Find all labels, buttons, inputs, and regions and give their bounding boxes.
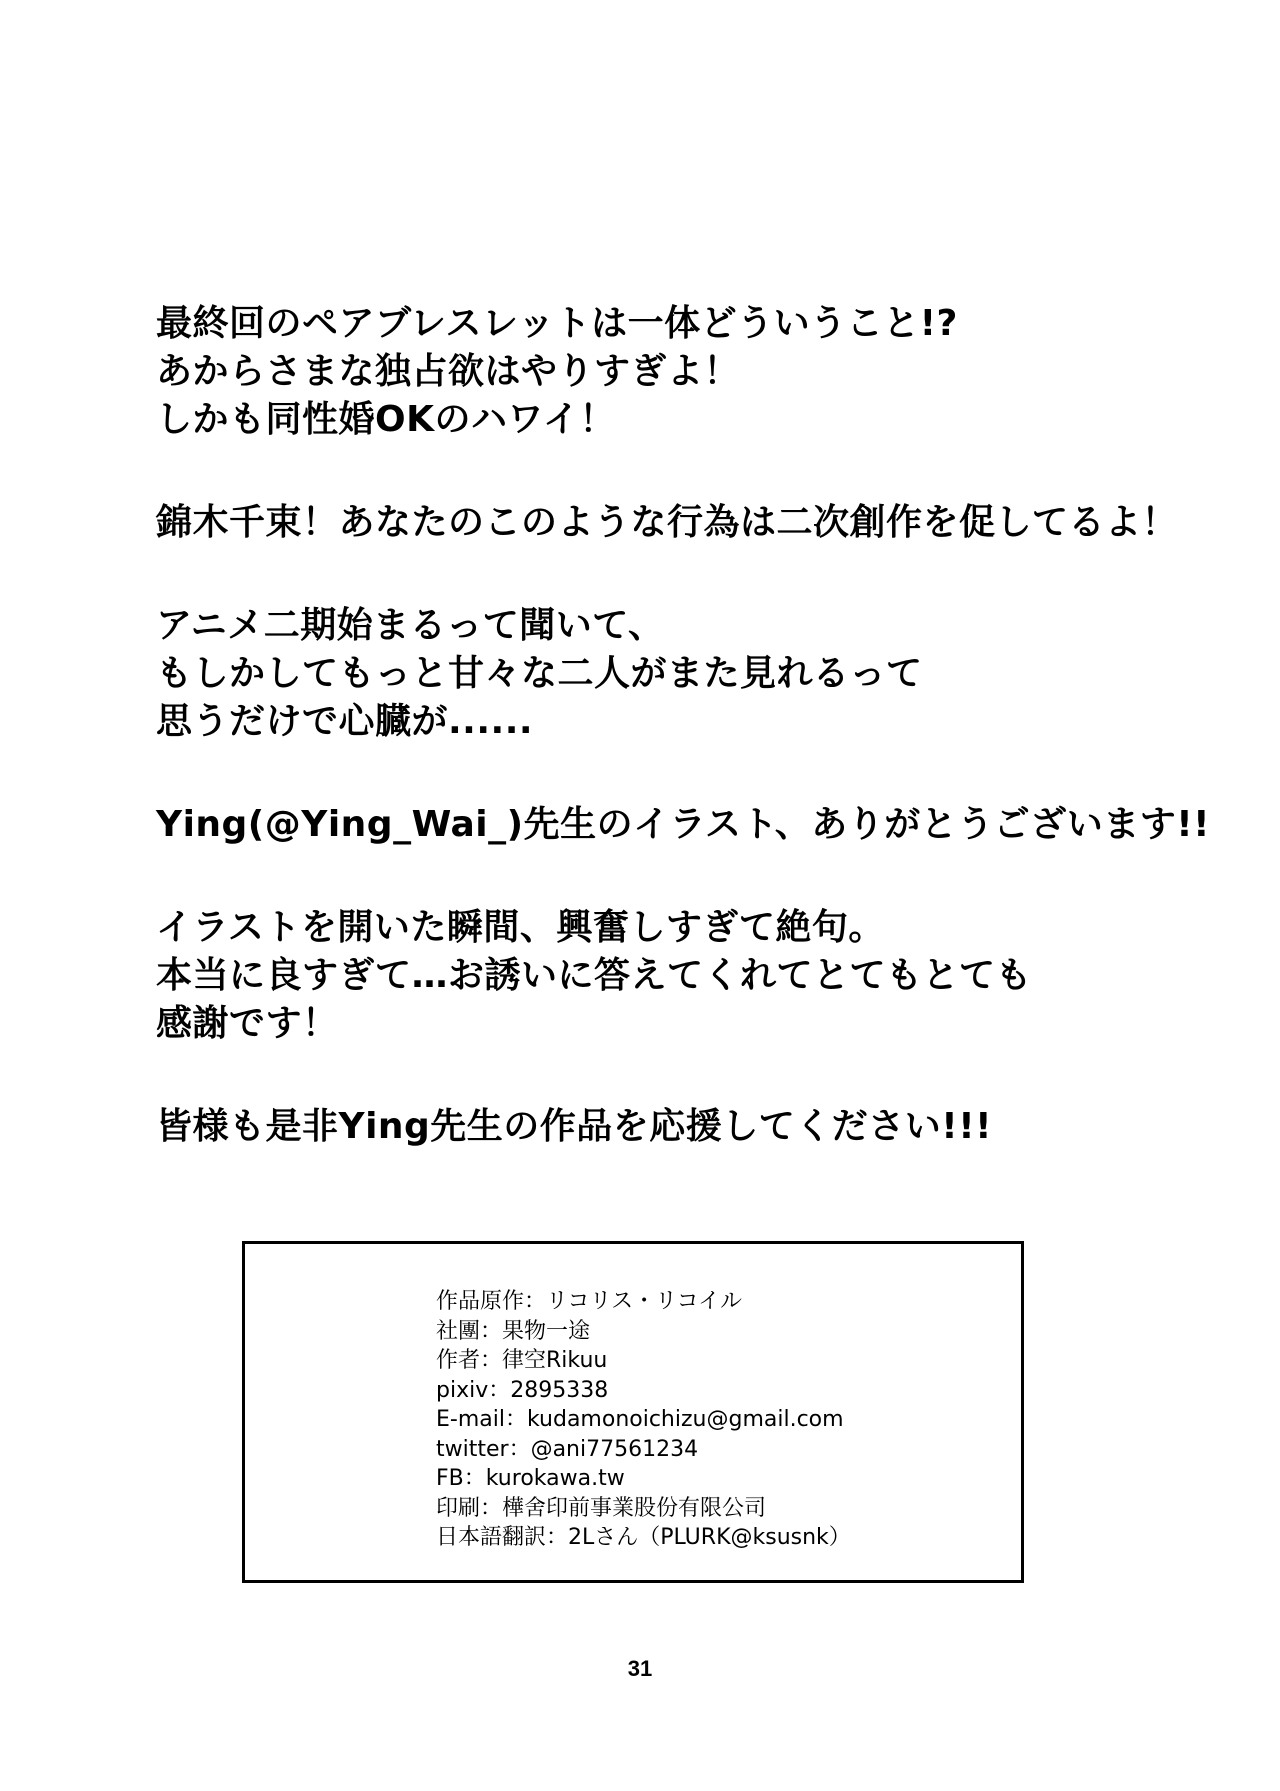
afterword-paragraph <box>156 904 1216 1048</box>
afterword-paragraph <box>156 602 1216 746</box>
colophon-translator: 日本語翻訳：2Lさん（PLURK@ksusnk） <box>436 1525 851 1550</box>
afterword-line: 思うだけで心臓が...... <box>156 701 534 742</box>
afterword-paragraph <box>156 801 1216 849</box>
afterword-line: アニメ二期始まるって聞いて、 <box>156 605 665 646</box>
afterword-line: 皆様も是非Ying先生の作品を応援してください!!! <box>156 1106 993 1147</box>
afterword-paragraph <box>156 300 1216 444</box>
colophon-author: 作者：律空Rikuu <box>436 1348 608 1373</box>
colophon-circle: 社團：果物一途 <box>436 1318 591 1344</box>
colophon-box <box>242 1241 1024 1583</box>
afterword-line: もしかしてもっと甘々な二人がまた見れるって <box>156 653 923 694</box>
colophon-facebook: FB：kurokawa.tw <box>436 1466 625 1491</box>
colophon-list <box>436 1287 851 1553</box>
afterword-line: しかも同性婚OKのハワイ！ <box>156 399 616 440</box>
afterword-line: イラストを開いた瞬間、興奮しすぎて絶句。 <box>156 907 885 948</box>
colophon-email: E-mail：kudamonoichizu@gmail.com <box>436 1407 844 1432</box>
afterword-text <box>156 300 1216 1206</box>
afterword-line: あからさまな独占欲はやりすぎよ！ <box>156 351 741 392</box>
colophon-pixiv: pixiv：2895338 <box>436 1377 609 1403</box>
colophon-printer: 印刷：樺舍印前事業股份有限公司 <box>436 1495 767 1521</box>
afterword-paragraph <box>156 499 1216 547</box>
page-number: 31 <box>627 1656 653 1681</box>
afterword-line: Ying(@Ying_Wai_)先生のイラスト、ありがとうございます!! <box>156 804 1211 845</box>
colophon-twitter: twitter：@ani77561234 <box>436 1436 699 1462</box>
afterword-line: 感謝です！ <box>156 1003 339 1044</box>
colophon-original-work: 作品原作：リコリス・リコイル <box>436 1289 743 1314</box>
afterword-line: 錦木千束！あなたのこのような行為は二次創作を促してるよ！ <box>156 502 1179 543</box>
afterword-paragraph <box>156 1103 1216 1151</box>
afterword-line: 本当に良すぎて…お誘いに答えてくれてとてもとても <box>156 955 1033 996</box>
afterword-line: 最終回のペアブレスレットは一体どういうこと!? <box>156 303 958 344</box>
